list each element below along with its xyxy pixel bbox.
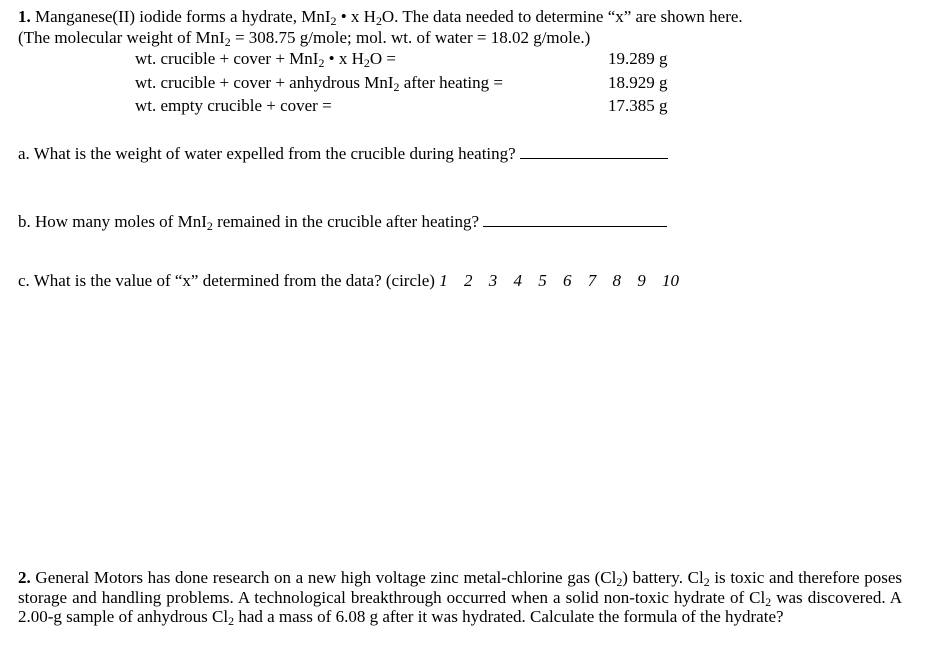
answer-blank-b[interactable]	[483, 225, 667, 227]
data-row-value-2: 18.929 g	[608, 73, 668, 92]
q1-line2: (The molecular weight of MnI$_2$ = 308.75 g/mole; mol. wt. of water = 18.02 g/mole.)	[18, 28, 591, 49]
part-c: c. What is the value of “x” determined from the data? (circle) 1 2 3 4 5 6 7 8 9 10	[18, 271, 679, 290]
data-row-label-3: wt. empty crucible + cover =	[135, 96, 332, 115]
choice-8[interactable]: 8	[612, 271, 621, 290]
answer-blank-a[interactable]	[520, 157, 668, 159]
data-row-value-3: 17.385 g	[608, 96, 668, 115]
choice-5[interactable]: 5	[538, 271, 547, 290]
data-row-label-2: wt. crucible + cover + anhydrous MnI$_2$ after heating =	[135, 73, 503, 94]
choice-10[interactable]: 10	[661, 271, 679, 290]
part-b: b. How many moles of MnI$_2$ remained in the crucible after heating?	[18, 212, 667, 232]
choice-3[interactable]: 3	[488, 271, 498, 290]
q1-number: 1.	[18, 7, 31, 26]
data-row-label-1: wt. crucible + cover + MnI$_2$ • x $H_2O$ =	[135, 49, 396, 70]
choice-9[interactable]: 9	[637, 271, 646, 290]
choice-7[interactable]: 7	[587, 271, 597, 290]
part-a: a. What is the weight of water expelled from the crucible during heating?	[18, 144, 668, 164]
data-row-value-1: 19.289 g	[608, 49, 668, 68]
choice-1[interactable]: 1	[439, 271, 448, 290]
choice-6[interactable]: 6	[562, 271, 572, 290]
q1-line1: 1. Manganese(II) iodide forms a hydrate, MnI$_2$ • x $H_2O$. The data needed to determine “x” are shown here.	[18, 7, 743, 28]
choice-2[interactable]: 2	[463, 271, 473, 290]
x-choices	[439, 271, 679, 290]
choice-4[interactable]: 4	[513, 271, 522, 290]
q2-paragraph: 2. General Motors has done research on a new high voltage zinc metal-chlorine gas $(Cl_2)$ battery. $Cl_2$ is toxic and therefore poses storage and handling problems. A technological breakthrough occurred when a solid non-toxic hydrate of $Cl_2$ was discovered. A 2.00-g sample of anhydrous $Cl_2$ had a mass of 6.08 g after it was hydrated. Calculate the formula of the hydrate?	[18, 568, 903, 628]
q2-number: 2.	[18, 568, 31, 587]
